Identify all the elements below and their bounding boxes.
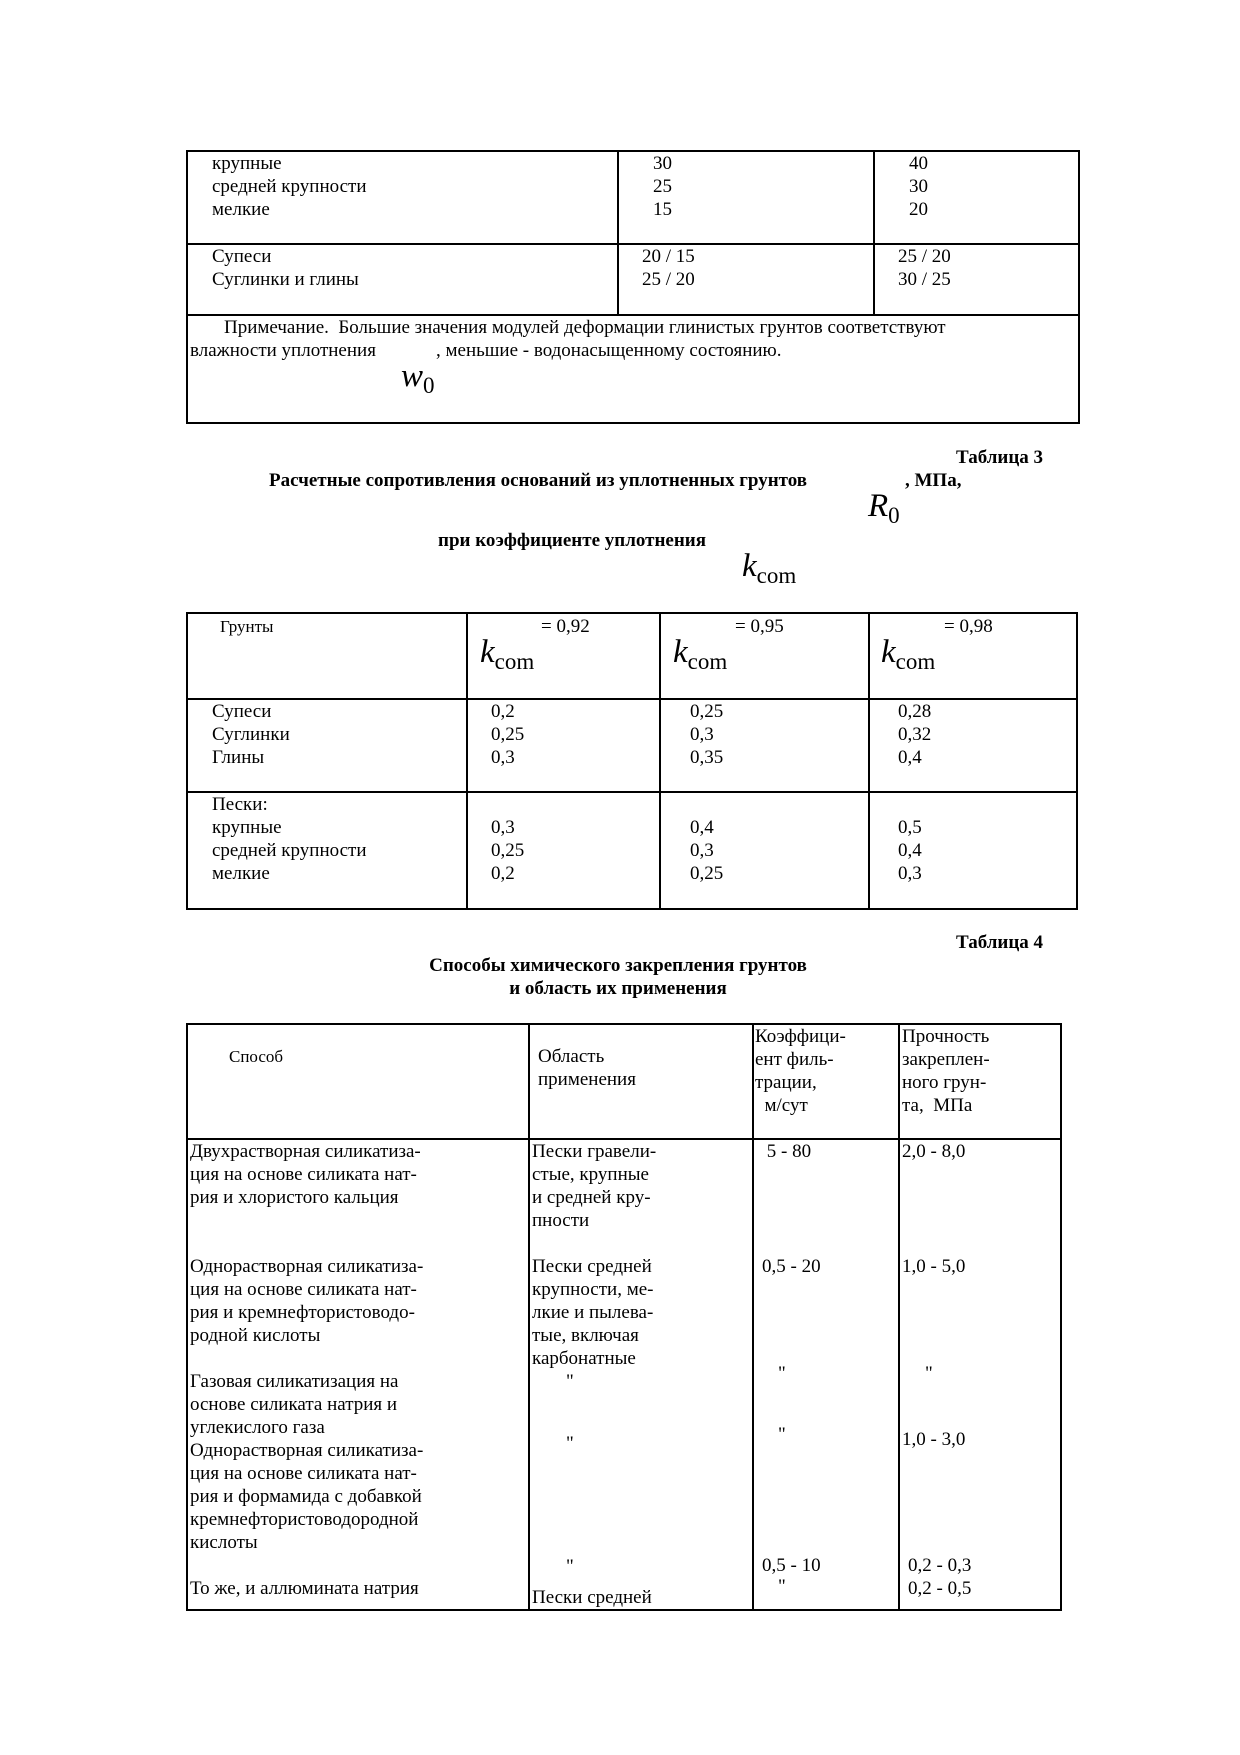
- area-cell: Пески гравели- стые, крупные и средней кру- пности: [532, 1141, 657, 1231]
- table-divider: [659, 612, 661, 910]
- value-cell: 25 / 20 30 / 25: [898, 246, 951, 290]
- strength-cell: 1,0 - 3,0: [902, 1429, 966, 1450]
- value-cell: 0,2 0,25 0,3: [491, 701, 525, 768]
- compaction-symbol: $k_{com}$: [742, 548, 797, 588]
- value-cell: 0,28 0,32 0,4: [898, 701, 932, 768]
- compaction-symbol: $k_{com}$: [881, 634, 936, 674]
- column-header-value: = 0,92: [541, 616, 590, 637]
- method-cell: Газовая силикатизация на основe силиката натрия и углекислого газа: [190, 1371, 399, 1438]
- column-header-method: Способ: [229, 1047, 284, 1066]
- ditto-mark: ": [566, 1433, 574, 1454]
- method-cell: То же, и аллюмината натрия: [190, 1578, 419, 1599]
- column-header-strength: Прочность закреплен- ного грун- та, МПа: [902, 1026, 990, 1116]
- ditto-mark: ": [566, 1556, 574, 1577]
- soil-names-cell: крупные средней крупности мелкие: [212, 153, 367, 220]
- ditto-mark: ": [778, 1363, 786, 1384]
- method-cell: Однорастворная силикатиза- ция на основе силиката нат- рия и кремнефтористоводо- родной кислоты: [190, 1256, 424, 1346]
- strength-cell: 0,2 - 0,5: [908, 1578, 972, 1599]
- table-number: Таблица 4: [956, 932, 1044, 953]
- ditto-mark: ": [778, 1424, 786, 1445]
- resistance-symbol: $R_0$: [868, 488, 900, 528]
- ditto-mark: ": [925, 1363, 933, 1384]
- value-cell: 0,3 0,25 0,2: [491, 817, 525, 884]
- table-title-units: , МПа,: [905, 470, 962, 491]
- ditto-mark: ": [566, 1371, 574, 1392]
- table-divider: [898, 1023, 900, 1611]
- value-cell: 0,4 0,3 0,25: [690, 817, 724, 884]
- compaction-symbol: $k_{com}$: [480, 634, 535, 674]
- value-cell: 0,5 0,4 0,3: [898, 817, 922, 884]
- column-header-coefficient: Коэффици- ент филь- трации, м/сут: [755, 1026, 846, 1116]
- ditto-mark: ": [778, 1576, 786, 1597]
- value-cell: 20 / 15 25 / 20: [642, 246, 695, 290]
- soil-names-cell: Супеси Суглинки и глины: [212, 246, 359, 290]
- compaction-symbol: $k_{com}$: [673, 634, 728, 674]
- table-title-line: и область их применения: [509, 978, 727, 999]
- value-cell: 30 25 15: [653, 153, 672, 220]
- table-title: [186, 954, 1050, 1000]
- table-divider: [868, 612, 870, 910]
- table-note-line: влажности уплотнения: [190, 340, 376, 361]
- table-title: Расчетные сопротивления оснований из уплотненных грунтов: [269, 470, 808, 491]
- method-cell: Двухрастворная силикатиза- ция на основе силиката нат- рия и хлористого кальция: [190, 1141, 421, 1208]
- table-divider: [873, 150, 875, 315]
- coefficient-cell: 0,5 - 20: [762, 1256, 821, 1277]
- soil-names-cell: Пески: крупные средней крупности мелкие: [212, 794, 367, 884]
- strength-cell: 0,2 - 0,3: [908, 1555, 972, 1576]
- strength-cell: 1,0 - 5,0: [902, 1256, 966, 1277]
- column-header-value: = 0,95: [735, 616, 784, 637]
- coefficient-cell: 0,5 - 10: [762, 1555, 821, 1576]
- table-note-line: Примечание. Большие значения модулей деформации глинистых грунтов соответствуют: [224, 317, 946, 338]
- area-cell: Пески средней: [532, 1587, 652, 1608]
- column-header-soils: Грунты: [220, 617, 274, 636]
- table-title-line: Способы химического закрепления грунтов: [429, 955, 807, 976]
- table-divider: [186, 698, 1078, 700]
- table-divider: [466, 612, 468, 910]
- value-cell: 40 30 20: [909, 153, 928, 220]
- value-cell: 0,25 0,3 0,35: [690, 701, 724, 768]
- table-divider: [752, 1023, 754, 1611]
- method-cell: Однорастворная силикатиза- ция на основе силиката нат- рия и формамида с добавкой кремнефтористоводородной кислоты: [190, 1440, 424, 1553]
- column-header-value: = 0,98: [944, 616, 993, 637]
- area-cell: Пески средней крупности, ме- лкие и пылева- тые, включая карбонатные: [532, 1256, 654, 1369]
- table-note-line: , меньшие - водонасыщенному состоянию.: [436, 340, 782, 361]
- table-divider: [617, 150, 619, 315]
- table-divider: [528, 1023, 530, 1611]
- soil-names-cell: Супеси Суглинки Глины: [212, 701, 290, 768]
- moisture-symbol: $w_0$: [401, 358, 435, 398]
- coefficient-cell: 5 - 80: [762, 1141, 812, 1162]
- column-header-area: Область применения: [538, 1046, 636, 1090]
- strength-cell: 2,0 - 8,0: [902, 1141, 966, 1162]
- table-number: Таблица 3: [956, 447, 1044, 468]
- table-subtitle: при коэффициенте уплотнения: [438, 530, 707, 551]
